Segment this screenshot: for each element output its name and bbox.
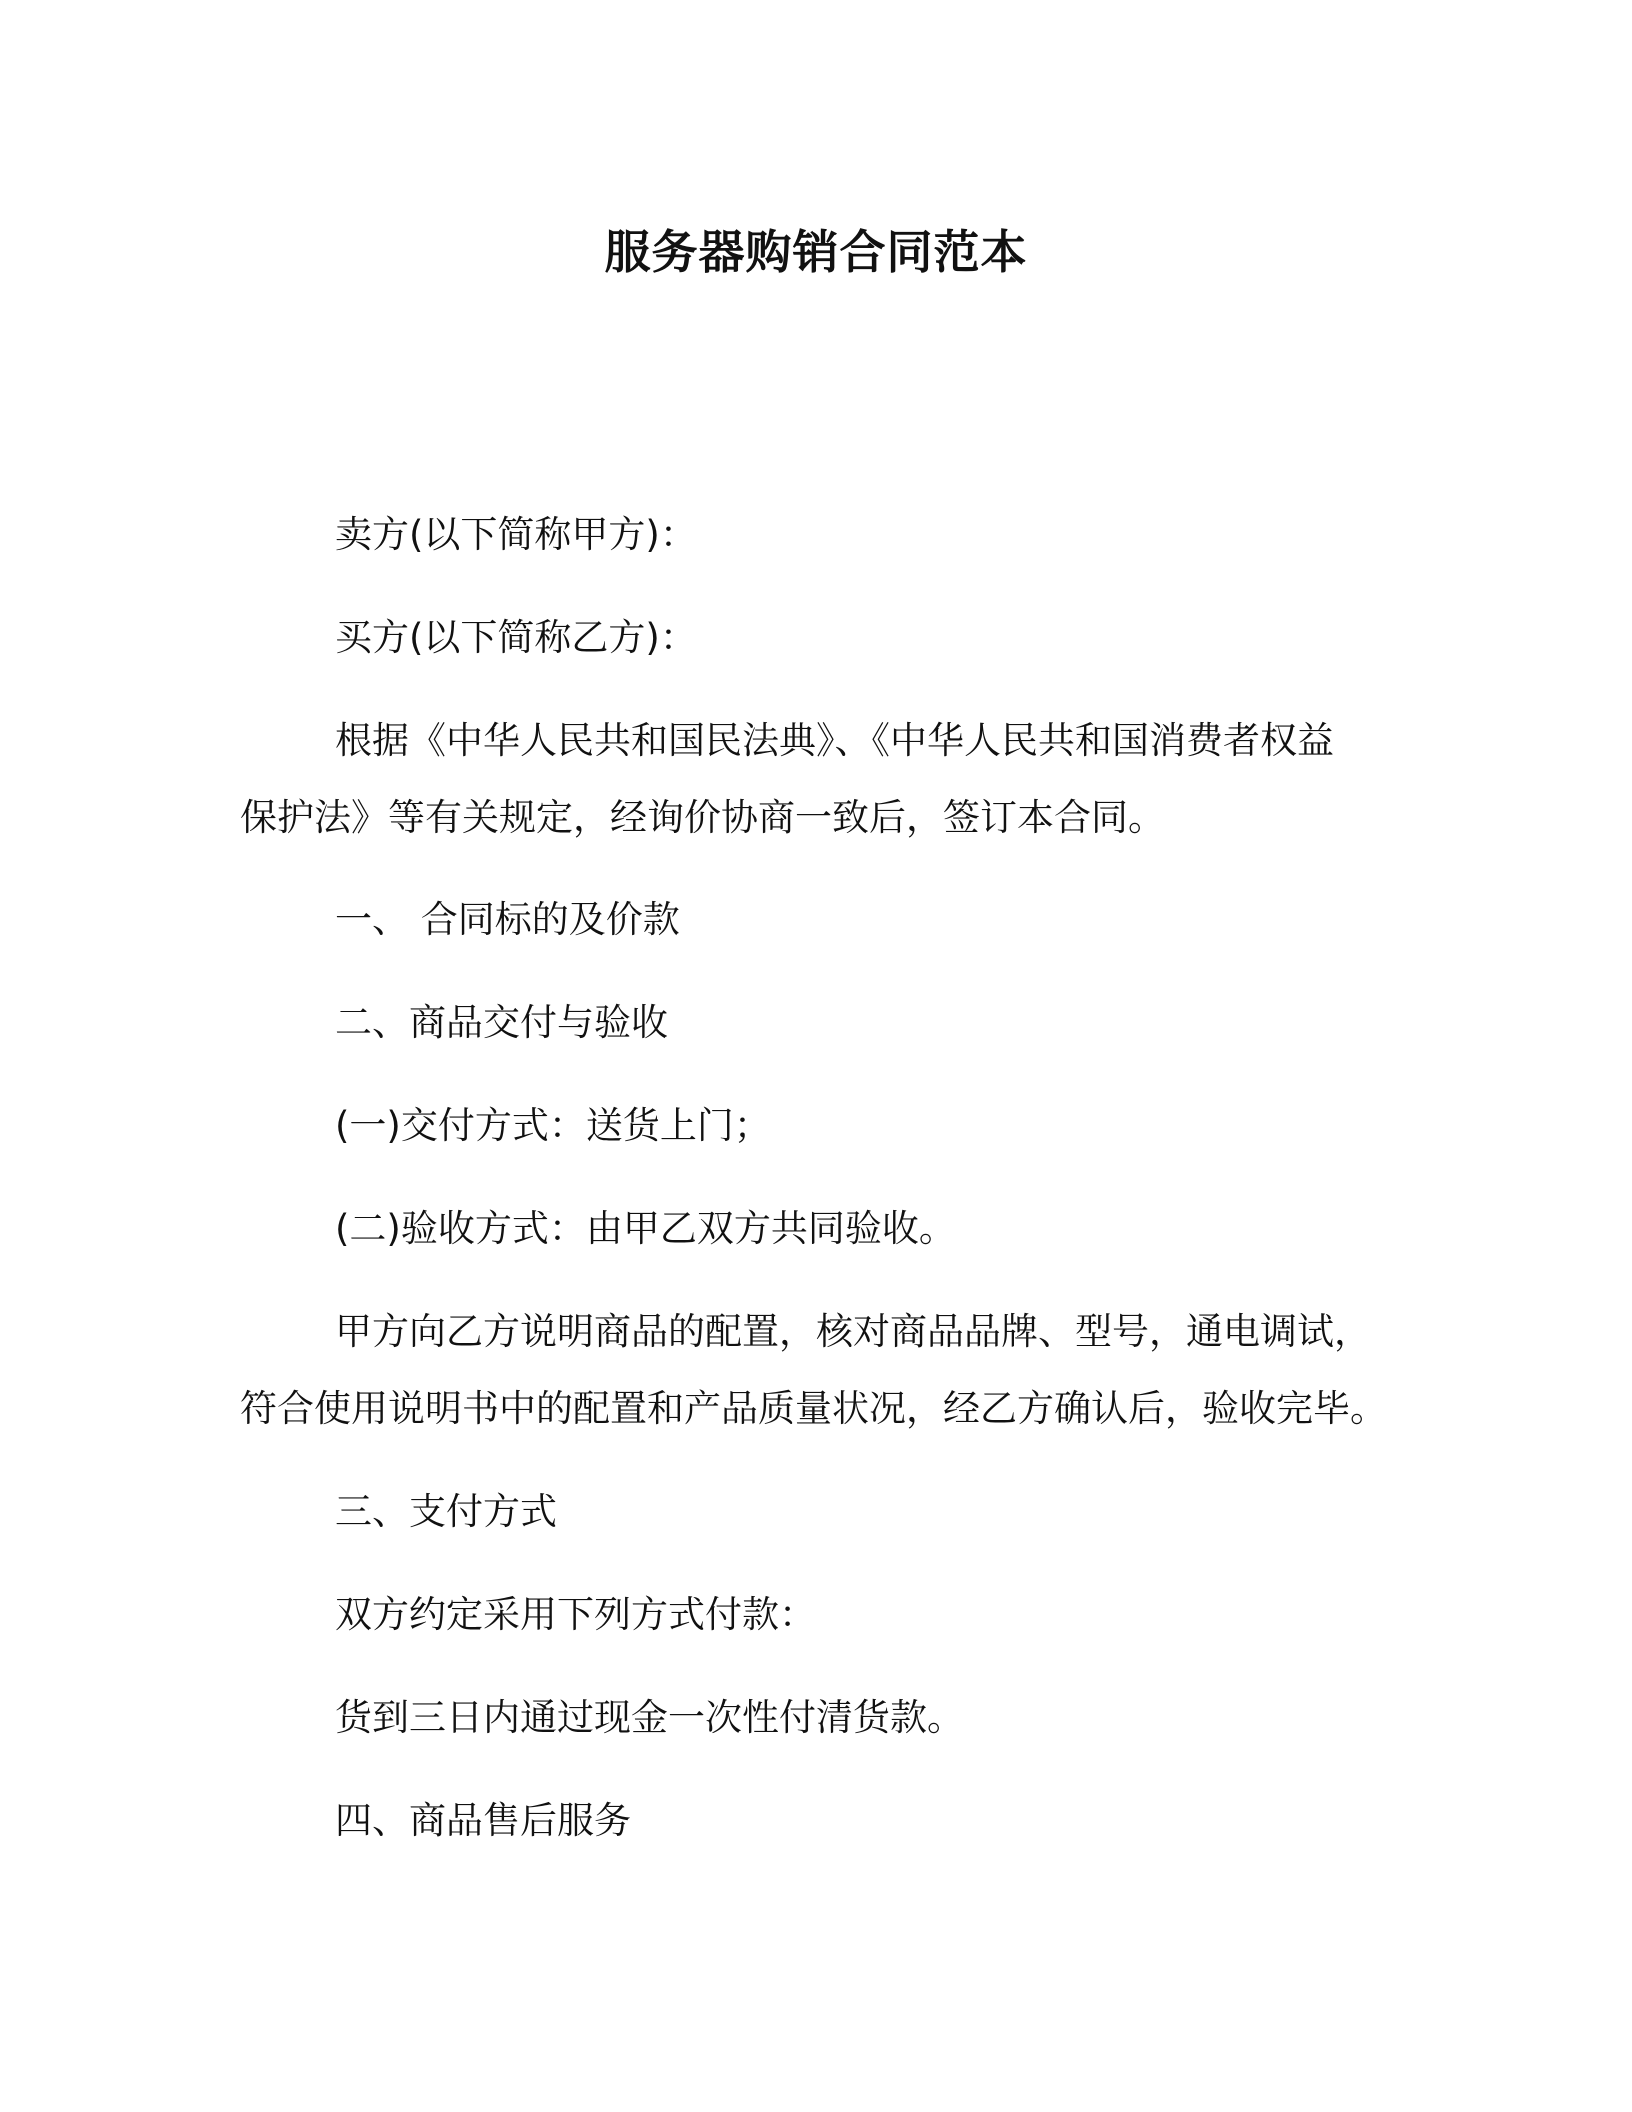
document-title: 服务器购销合同范本 (604, 225, 1028, 279)
section-3-line: 三、支付方式 (335, 1490, 557, 1533)
payment-agreement-paragraph (240, 1576, 1390, 1653)
section-2-heading (240, 984, 1390, 1061)
acceptance-method-line: (二)验收方式：由甲乙双方共同验收。 (335, 1207, 956, 1250)
section-2-line: 二、商品交付与验收 (335, 1001, 668, 1044)
section-1-line: 一、 合同标的及价款 (335, 898, 680, 941)
seller-paragraph (240, 496, 1390, 573)
payment-terms-line: 货到三日内通过现金一次性付清货款。 (335, 1696, 964, 1739)
payment-agreement-line: 双方约定采用下列方式付款： (335, 1593, 816, 1636)
basis-line-1: 根据《中华人民共和国民法典》、《中华人民共和国消费者权益 (335, 719, 1334, 762)
buyer-paragraph (240, 599, 1390, 676)
section-4-heading (240, 1782, 1390, 1859)
section-1-heading (240, 881, 1390, 958)
buyer-line: 买方(以下简称乙方)： (335, 616, 697, 659)
basis-paragraph (240, 702, 1390, 856)
acceptance-detail-line-2: 符合使用说明书中的配置和产品质量状况，经乙方确认后，验收完毕。 (240, 1387, 1387, 1430)
acceptance-detail-line-1: 甲方向乙方说明商品的配置，核对商品品牌、型号，通电调试， (335, 1310, 1371, 1353)
seller-line: 卖方(以下简称甲方)： (335, 513, 697, 556)
section-4-line: 四、商品售后服务 (335, 1799, 631, 1842)
delivery-method-paragraph (240, 1087, 1390, 1164)
basis-line-2: 保护法》等有关规定，经询价协商一致后，签订本合同。 (240, 796, 1165, 839)
acceptance-method-paragraph (240, 1190, 1390, 1267)
delivery-method-line: (一)交付方式：送货上门； (335, 1104, 771, 1147)
section-3-heading (240, 1473, 1390, 1550)
payment-terms-paragraph (240, 1679, 1390, 1756)
acceptance-detail-paragraph (240, 1293, 1390, 1447)
